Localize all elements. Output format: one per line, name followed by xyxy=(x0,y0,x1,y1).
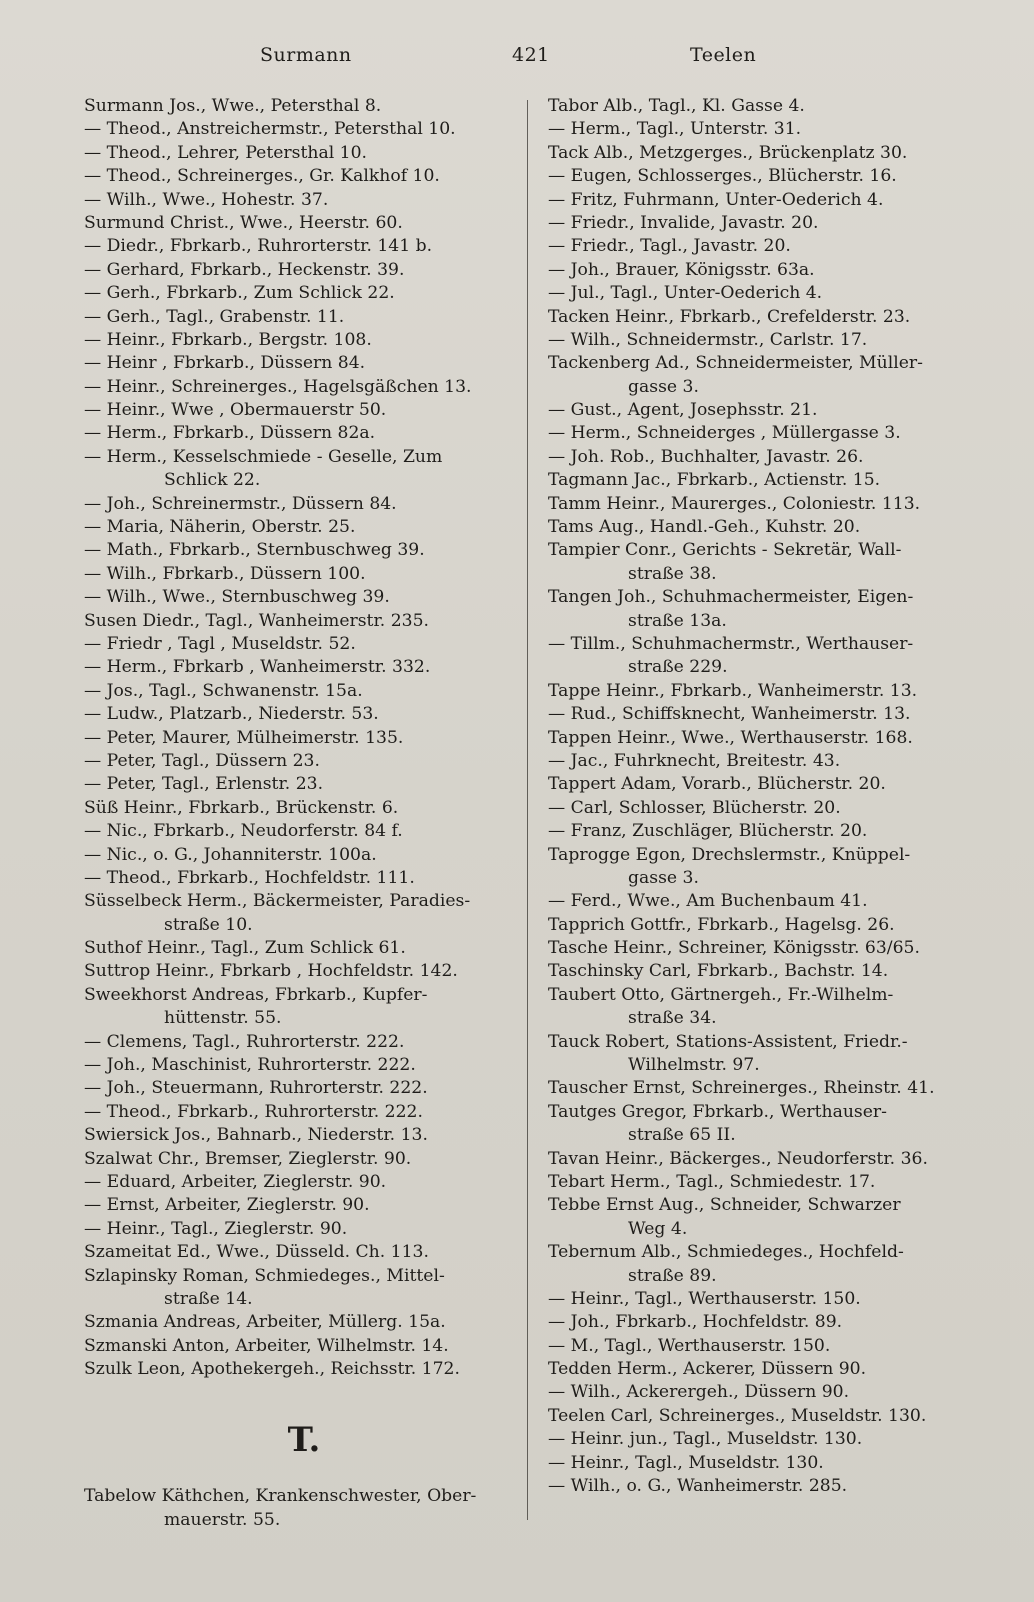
right-column xyxy=(548,95,998,1498)
directory-entry: — Gerh., Fbrkarb., Zum Schlick 22. xyxy=(84,283,395,304)
directory-entry-continuation: gasse 3. xyxy=(628,867,699,888)
directory-entry: — Rud., Schiffsknecht, Wanheimerstr. 13. xyxy=(548,704,911,725)
directory-entry: — Math., Fbrkarb., Sternbuschweg 39. xyxy=(84,540,425,561)
directory-entry: Taubert Otto, Gärtnergeh., Fr.-Wilhelm- xyxy=(548,984,894,1005)
directory-entry-continuation: Weg 4. xyxy=(628,1218,688,1239)
directory-entry: — Gerhard, Fbrkarb., Heckenstr. 39. xyxy=(84,259,405,280)
directory-entry: — Peter, Tagl., Düssern 23. xyxy=(84,750,320,771)
directory-entry-continuation: mauerstr. 55. xyxy=(164,1509,281,1530)
directory-entry: Tangen Joh., Schuhmachermeister, Eigen- xyxy=(548,587,914,608)
directory-entry: Tabor Alb., Tagl., Kl. Gasse 4. xyxy=(548,96,805,116)
directory-entry: — Ferd., Wwe., Am Buchenbaum 41. xyxy=(548,891,868,912)
directory-entry: Sweekhorst Andreas, Fbrkarb., Kupfer- xyxy=(84,984,428,1005)
directory-entry: — Heinr., Tagl., Zieglerstr. 90. xyxy=(84,1218,348,1239)
directory-entry-continuation: straße 229. xyxy=(628,657,728,678)
page-number: 421 xyxy=(512,44,550,66)
directory-entry-continuation: straße 65 II. xyxy=(628,1125,736,1146)
directory-entry: Suttrop Heinr., Fbrkarb , Hochfeldstr. 142. xyxy=(84,961,458,982)
directory-entry: Szulk Leon, Apothekergeh., Reichsstr. 172. xyxy=(84,1359,460,1380)
directory-entry: — Friedr , Tagl , Museldstr. 52. xyxy=(84,633,356,654)
directory-entry: — Peter, Tagl., Erlenstr. 23. xyxy=(84,774,324,795)
directory-entry: Tebbe Ernst Aug., Schneider, Schwarzer xyxy=(548,1195,901,1216)
directory-entry: Tampier Conr., Gerichts - Sekretär, Wall- xyxy=(548,540,902,561)
directory-entry: Tebart Herm., Tagl., Schmiedestr. 17. xyxy=(548,1171,876,1192)
directory-entry: Tackenberg Ad., Schneidermeister, Müller- xyxy=(548,353,923,374)
directory-entry: — Nic., o. G., Johanniterstr. 100a. xyxy=(84,844,377,865)
directory-entry: — Maria, Näherin, Oberstr. 25. xyxy=(84,517,356,538)
directory-entry: Szameitat Ed., Wwe., Düsseld. Ch. 113. xyxy=(84,1242,429,1263)
directory-entry: Tasche Heinr., Schreiner, Königsstr. 63/65. xyxy=(548,938,920,959)
directory-entry: — Joh., Maschinist, Ruhrorterstr. 222. xyxy=(84,1055,416,1076)
directory-entry-continuation: gasse 3. xyxy=(628,376,699,397)
directory-entry: — Theod., Lehrer, Petersthal 10. xyxy=(84,142,367,163)
directory-entry: — Eugen, Schlosserges., Blücherstr. 16. xyxy=(548,166,897,187)
directory-entry: — Herm., Fbrkarb , Wanheimerstr. 332. xyxy=(84,657,431,678)
directory-entry: — Gerh., Tagl., Grabenstr. 11. xyxy=(84,306,345,327)
directory-entry: — Joh., Fbrkarb., Hochfeldstr. 89. xyxy=(548,1312,843,1333)
directory-entry: Szmania Andreas, Arbeiter, Müllerg. 15a. xyxy=(84,1312,446,1333)
directory-entry: — Wilh., Wwe., Hohestr. 37. xyxy=(84,189,329,210)
directory-entry: Szalwat Chr., Bremser, Zieglerstr. 90. xyxy=(84,1148,412,1169)
directory-entry: — Theod., Anstreichermstr., Petersthal 10. xyxy=(84,119,456,140)
directory-entry-continuation: straße 38. xyxy=(628,563,717,584)
directory-entry-continuation: Wilhelmstr. 97. xyxy=(628,1055,760,1076)
directory-entry: Tamm Heinr., Maurerges., Coloniestr. 113. xyxy=(548,493,921,514)
directory-entry: — Wilh., o. G., Wanheimerstr. 285. xyxy=(548,1476,848,1497)
left-column xyxy=(84,95,524,1532)
left-entries xyxy=(84,95,524,1381)
directory-entry: Tagmann Jac., Fbrkarb., Actienstr. 15. xyxy=(548,470,881,491)
directory-entry: — Eduard, Arbeiter, Zieglerstr. 90. xyxy=(84,1171,387,1192)
directory-entry: — Diedr., Fbrkarb., Ruhrorterstr. 141 b. xyxy=(84,236,433,257)
directory-entry: Tabelow Käthchen, Krankenschwester, Ober- xyxy=(84,1486,477,1507)
directory-entry: — Franz, Zuschläger, Blücherstr. 20. xyxy=(548,821,868,842)
directory-entry: — Heinr., Tagl., Werthauserstr. 150. xyxy=(548,1288,861,1309)
directory-entry-continuation: straße 89. xyxy=(628,1265,717,1286)
directory-entry: — Jul., Tagl., Unter-Oederich 4. xyxy=(548,283,823,304)
directory-entry: Tapprich Gottfr., Fbrkarb., Hagelsg. 26. xyxy=(548,914,895,935)
header-right-keyword: Teelen xyxy=(690,44,757,66)
directory-entry: — Heinr., Schreinerges., Hagelsgäßchen 13. xyxy=(84,376,472,397)
directory-entry: Tavan Heinr., Bäckerges., Neudorferstr. 36. xyxy=(548,1148,928,1169)
directory-entry: — Joh., Schreinermstr., Düssern 84. xyxy=(84,493,397,514)
directory-entry: — Wilh., Ackerergeh., Düssern 90. xyxy=(548,1382,850,1403)
directory-entry: — Herm., Kesselschmiede - Geselle, Zum xyxy=(84,446,443,467)
directory-entry: — Clemens, Tagl., Ruhrorterstr. 222. xyxy=(84,1031,405,1052)
right-entries xyxy=(548,95,998,1498)
directory-entry: Tappen Heinr., Wwe., Werthauserstr. 168. xyxy=(548,727,913,748)
directory-entry: — Friedr., Invalide, Javastr. 20. xyxy=(548,212,819,233)
directory-entry: Taschinsky Carl, Fbrkarb., Bachstr. 14. xyxy=(548,961,889,982)
directory-entry: Surmann Jos., Wwe., Petersthal 8. xyxy=(84,96,382,116)
directory-entry: Tedden Herm., Ackerer, Düssern 90. xyxy=(548,1359,867,1380)
directory-entry-continuation: Schlick 22. xyxy=(164,470,261,491)
directory-entry: — Heinr., Wwe , Obermauerstr 50. xyxy=(84,400,387,421)
directory-entry: Susen Diedr., Tagl., Wanheimerstr. 235. xyxy=(84,610,429,631)
directory-entry: — Theod., Schreinerges., Gr. Kalkhof 10. xyxy=(84,166,440,187)
directory-entry: Szlapinsky Roman, Schmiedeges., Mittel- xyxy=(84,1265,445,1286)
directory-entry: — Joh., Brauer, Königsstr. 63a. xyxy=(548,259,815,280)
directory-entry: — Herm., Tagl., Unterstr. 31. xyxy=(548,119,802,140)
directory-entry: — Ludw., Platzarb., Niederstr. 53. xyxy=(84,704,379,725)
directory-entry: Tauscher Ernst, Schreinerges., Rheinstr. 41. xyxy=(548,1078,935,1099)
directory-entry: Tams Aug., Handl.-Geh., Kuhstr. 20. xyxy=(548,517,861,538)
directory-entry: Taprogge Egon, Drechslermstr., Knüppel- xyxy=(548,844,911,865)
directory-entry: Teelen Carl, Schreinerges., Museldstr. 130. xyxy=(548,1405,927,1426)
directory-entry: Tack Alb., Metzgerges., Brückenplatz 30. xyxy=(548,142,908,163)
directory-entry: — Peter, Maurer, Mülheimerstr. 135. xyxy=(84,727,404,748)
directory-entry: — Heinr., Tagl., Museldstr. 130. xyxy=(548,1452,824,1473)
directory-entry: — Theod., Fbrkarb., Ruhrorterstr. 222. xyxy=(84,1101,423,1122)
directory-entry: — Joh. Rob., Buchhalter, Javastr. 26. xyxy=(548,446,864,467)
directory-entry: Tappe Heinr., Fbrkarb., Wanheimerstr. 13. xyxy=(548,680,918,701)
directory-entry: — Heinr. jun., Tagl., Museldstr. 130. xyxy=(548,1429,863,1450)
directory-entry: — Fritz, Fuhrmann, Unter-Oederich 4. xyxy=(548,189,884,210)
directory-entry: — Jac., Fuhrknecht, Breitestr. 43. xyxy=(548,750,841,771)
directory-entry: — Jos., Tagl., Schwanenstr. 15a. xyxy=(84,680,363,701)
directory-entry: Tauck Robert, Stations-Assistent, Friedr.- xyxy=(548,1031,908,1052)
directory-entry: — Wilh., Wwe., Sternbuschweg 39. xyxy=(84,587,390,608)
header-left-keyword: Surmann xyxy=(260,44,352,66)
directory-entry-continuation: straße 10. xyxy=(164,914,253,935)
directory-entry: Szmanski Anton, Arbeiter, Wilhelmstr. 14. xyxy=(84,1335,449,1356)
directory-entry: — Wilh., Fbrkarb., Düssern 100. xyxy=(84,563,366,584)
directory-entry: — Gust., Agent, Josephsstr. 21. xyxy=(548,400,818,421)
directory-entry: Tacken Heinr., Fbrkarb., Crefelderstr. 23. xyxy=(548,306,911,327)
directory-entry-continuation: straße 13a. xyxy=(628,610,727,631)
directory-entry: — Friedr., Tagl., Javastr. 20. xyxy=(548,236,791,257)
directory-entry: Swiersick Jos., Bahnarb., Niederstr. 13. xyxy=(84,1125,428,1146)
directory-entry-continuation: straße 34. xyxy=(628,1008,717,1029)
directory-entry: — Heinr., Fbrkarb., Bergstr. 108. xyxy=(84,329,372,350)
directory-entry-continuation: hüttenstr. 55. xyxy=(164,1008,282,1029)
directory-entry: — Ernst, Arbeiter, Zieglerstr. 90. xyxy=(84,1195,370,1216)
directory-entry: — Herm., Fbrkarb., Düssern 82a. xyxy=(84,423,376,444)
directory-entry: — Carl, Schlosser, Blücherstr. 20. xyxy=(548,797,841,818)
directory-entry-continuation: straße 14. xyxy=(164,1288,253,1309)
directory-entry: Tebernum Alb., Schmiedeges., Hochfeld- xyxy=(548,1242,904,1263)
directory-entry: — Joh., Steuermann, Ruhrorterstr. 222. xyxy=(84,1078,428,1099)
column-divider xyxy=(527,100,528,1520)
directory-entry: — Tillm., Schuhmachermstr., Werthauser- xyxy=(548,633,914,654)
directory-entry: — Herm., Schneiderges , Müllergasse 3. xyxy=(548,423,901,444)
directory-entry: — Wilh., Schneidermstr., Carlstr. 17. xyxy=(548,329,868,350)
directory-entry: Tautges Gregor, Fbrkarb., Werthauser- xyxy=(548,1101,887,1122)
directory-entry: Süß Heinr., Fbrkarb., Brückenstr. 6. xyxy=(84,797,399,818)
directory-entry: Surmund Christ., Wwe., Heerstr. 60. xyxy=(84,212,403,233)
directory-entry: Tappert Adam, Vorarb., Blücherstr. 20. xyxy=(548,774,886,795)
directory-entry: — M., Tagl., Werthauserstr. 150. xyxy=(548,1335,831,1356)
left-entries-after-section xyxy=(84,1485,524,1532)
directory-entry: — Nic., Fbrkarb., Neudorferstr. 84 f. xyxy=(84,821,403,842)
directory-entry: Süsselbeck Herm., Bäckermeister, Paradies- xyxy=(84,891,471,912)
directory-entry: Suthof Heinr., Tagl., Zum Schlick 61. xyxy=(84,938,406,959)
directory-entry: — Heinr , Fbrkarb., Düssern 84. xyxy=(84,353,366,374)
section-letter: T. xyxy=(287,1420,321,1461)
page-header xyxy=(0,44,1034,74)
directory-entry: — Theod., Fbrkarb., Hochfeldstr. 111. xyxy=(84,867,415,888)
